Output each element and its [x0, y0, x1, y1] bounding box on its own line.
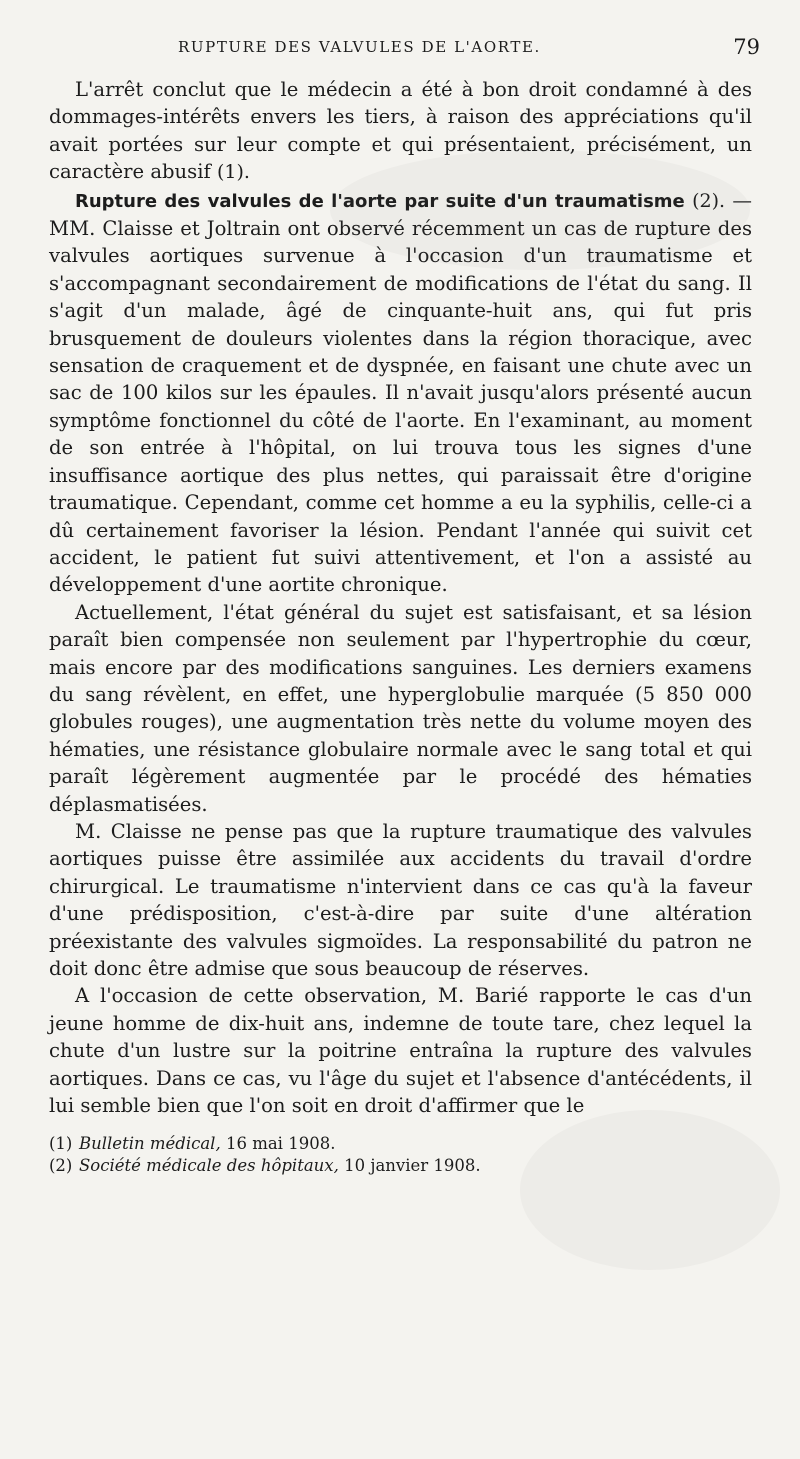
footnote-date: 16 mai 1908.: [225, 1134, 336, 1154]
footnote-ref-2: (2).: [692, 189, 726, 212]
footnote-source: Bulletin médical,: [79, 1134, 221, 1154]
footnote-source: Société médicale des hôpitaux,: [79, 1156, 339, 1176]
paragraph-claisse-opinion: M. Claisse ne pense pas que la rupture traumatique des valvules aortiques puisse être assimilée aux accidents du travail d'ordre chirurgical. Le traumatisme n'intervient dans ce cas qu'à la faveur d'une prédisposition, c'est-à-dire par suite d'une altération préexistante des valvules sigmoïdes. La responsabilité du patron ne doit donc être admise que sous beaucoup de réserves.: [49, 819, 752, 980]
paragraph-text: — MM. Claisse et Joltrain ont observé récemment un cas de rupture des valvules aortiques survenue à l'occasion d'un traumatisme et s'accompagnant secondairement de modifications de l'état du sang. Il s'agit d'un malade, âgé de cinquante-huit ans, qui fut pris brusquement de douleurs violentes dans la région thoracique, avec sensation de craquement et de dyspnée, en faisant une chute avec un sac de 100 kilos sur les épaules. Il n'avait jusqu'alors présenté aucun symptôme fonctionnel du côté de l'aorte. En l'examinant, au moment de son entrée à l'hôpital, on lui trouva tous les signes d'une insuffisance aortique des plus nettes, qui paraissait être d'origine traumatique. Cependant, comme cet homme a eu la syphilis, celle-ci a dû certainement favoriser la lésion. Pendant l'année qui suivit cet accident, le patient fut suivi attentivement, et l'on a assisté au développement d'une aortite chronique.: [49, 188, 752, 597]
running-head: [49, 35, 760, 76]
footnote-mark: (1): [49, 1134, 73, 1154]
footnote-ref-1: (1).: [217, 161, 250, 184]
paragraph-text: L'arrêt conclut que le médecin a été à bon droit condamné à des dommages-intérêts envers les tiers, à raison des appréciations qu'il avait portées sur leur compte et qui présentaient, précisément, un caractère abusif: [49, 78, 752, 184]
page-number: 79: [733, 35, 760, 59]
running-title: RUPTURE DES VALVULES DE L'AORTE.: [178, 38, 541, 56]
bleed-through-smudge: [330, 150, 750, 270]
bleed-through-smudge: [520, 1110, 780, 1270]
paragraph-current-state: Actuellement, l'état général du sujet est satisfaisant, et sa lésion paraît bien compensée non seulement par l'hypertrophie du cœur, mais encore par des modifications sanguines. Les derniers examens du sang révèlent, en effet, une hyperglobulie marquée (5 850 000 globules rouges), une augmentation très nette du volume moyen des hématies, une résistance globulaire normale avec le sang total et qui paraît légèrement augmentée par le procédé des hématies déplasmatisées.: [49, 600, 752, 816]
paragraph-barie-case: A l'occasion de cette observation, M. Barié rapporte le cas d'un jeune homme de dix-huit ans, indemne de toute tare, chez lequel la chute d'un lustre sur la poitrine entraîna la rupture des valvules aortiques. Dans ce cas, vu l'âge du sujet et l'absence d'antécédents, il lui semble bien que l'on soit en droit d'affirmer que le: [49, 984, 752, 1118]
section-heading: Rupture des valvules de l'aorte par suite d'un traumatisme: [75, 190, 685, 212]
footnote-mark: (2): [49, 1156, 73, 1176]
footnote-date: 10 janvier 1908.: [344, 1156, 481, 1176]
